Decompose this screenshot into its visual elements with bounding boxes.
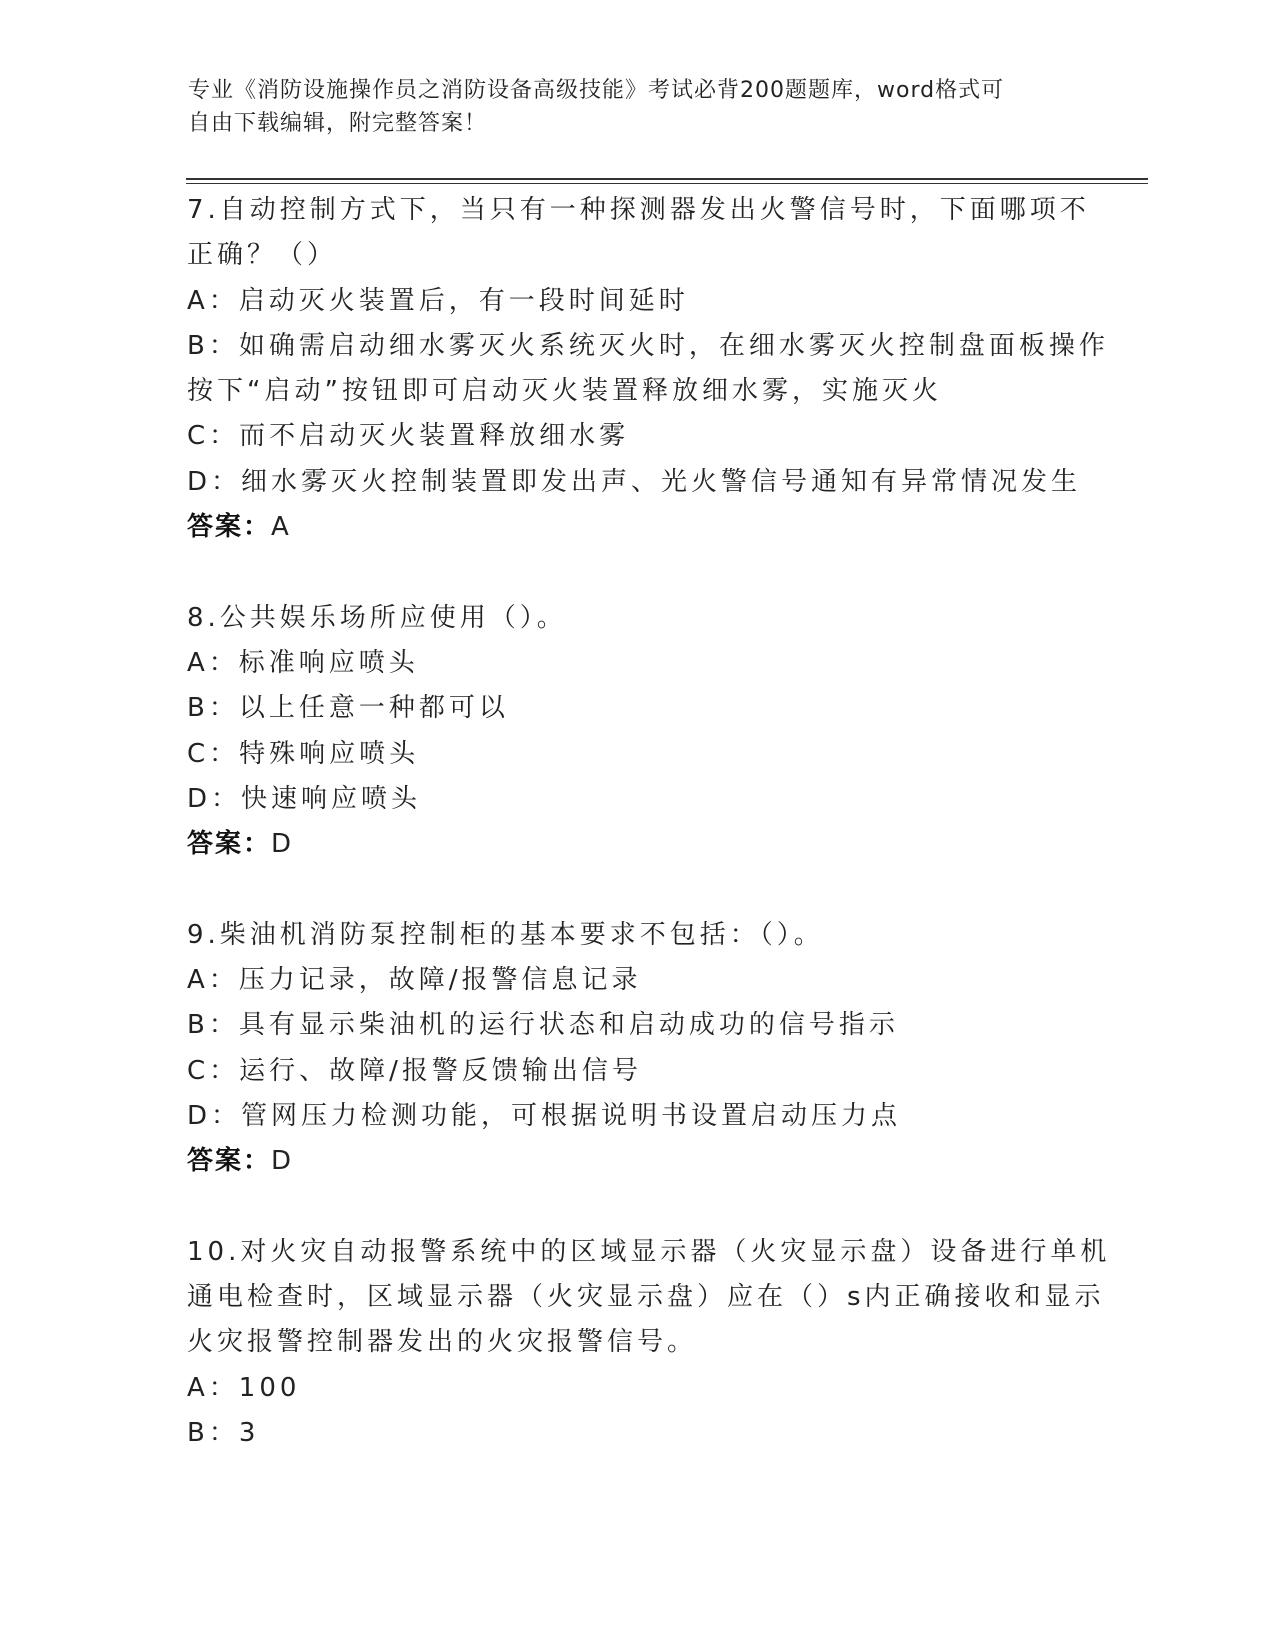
answer-value: D xyxy=(271,829,294,860)
option-d: D：快速响应喷头 xyxy=(187,783,422,814)
header-line-2: 自由下载编辑，附完整答案！ xyxy=(188,111,488,136)
option-b: B：以上任意一种都可以 xyxy=(187,693,509,724)
question-stem: 10.对火灾自动报警系统中的区域显示器（火灾显示盘）设备进行单机 xyxy=(187,1236,1111,1267)
question-stem: 火灾报警控制器发出的火灾报警信号。 xyxy=(187,1327,698,1358)
document-header xyxy=(188,74,1068,140)
option-d: D：细水雾灭火控制装置即发出声、光火警信号通知有异常情况发生 xyxy=(187,466,1082,497)
option-a: A：100 xyxy=(187,1372,301,1403)
question-stem: 9.柴油机消防泵控制柜的基本要求不包括：（）。 xyxy=(187,919,824,950)
answer-label: 答案： xyxy=(187,829,272,860)
question-stem: 正确？（） xyxy=(187,240,338,271)
question-stem: 8.公共娱乐场所应使用（）。 xyxy=(187,602,567,633)
option-a: A：标准响应喷头 xyxy=(187,647,419,678)
option-a: A：启动灭火装置后，有一段时间延时 xyxy=(187,285,689,316)
answer-line xyxy=(187,505,1087,550)
option-d: D：管网压力检测功能，可根据说明书设置启动压力点 xyxy=(187,1100,902,1131)
question-9 xyxy=(187,913,1087,1185)
header-divider-thin xyxy=(186,183,1148,184)
answer-value: A xyxy=(271,512,291,543)
answer-value: D xyxy=(271,1146,294,1177)
answer-line xyxy=(187,1139,1087,1184)
option-c: C：运行、故障/报警反馈输出信号 xyxy=(187,1055,642,1086)
option-c: C：特殊响应喷头 xyxy=(187,738,420,769)
option-b: 按下“启动”按钮即可启动灭火装置释放细水雾，实施灭火 xyxy=(187,376,942,407)
question-7 xyxy=(187,188,1109,550)
header-divider-thick xyxy=(186,178,1148,180)
option-b: B：3 xyxy=(187,1418,260,1449)
answer-label: 答案： xyxy=(187,1146,272,1177)
question-8 xyxy=(187,596,1087,868)
question-10 xyxy=(187,1230,1111,1456)
option-a: A：压力记录，故障/报警信息记录 xyxy=(187,965,642,996)
option-c: C：而不启动灭火装置释放细水雾 xyxy=(187,421,630,452)
question-list xyxy=(187,188,1111,1456)
option-b: B：如确需启动细水雾灭火系统灭火时，在细水雾灭火控制盘面板操作 xyxy=(187,330,1109,361)
header-line-1: 专业《消防设施操作员之消防设备高级技能》考试必背200题题库，word格式可 xyxy=(188,78,1005,103)
answer-label: 答案： xyxy=(187,512,272,543)
answer-line xyxy=(187,822,1087,867)
question-stem: 通电检查时，区域显示器（火灾显示盘）应在（）s内正确接收和显示 xyxy=(187,1282,1105,1313)
option-b: B：具有显示柴油机的运行状态和启动成功的信号指示 xyxy=(187,1010,899,1041)
question-stem: 7.自动控制方式下，当只有一种探测器发出火警信号时，下面哪项不 xyxy=(187,195,1090,225)
